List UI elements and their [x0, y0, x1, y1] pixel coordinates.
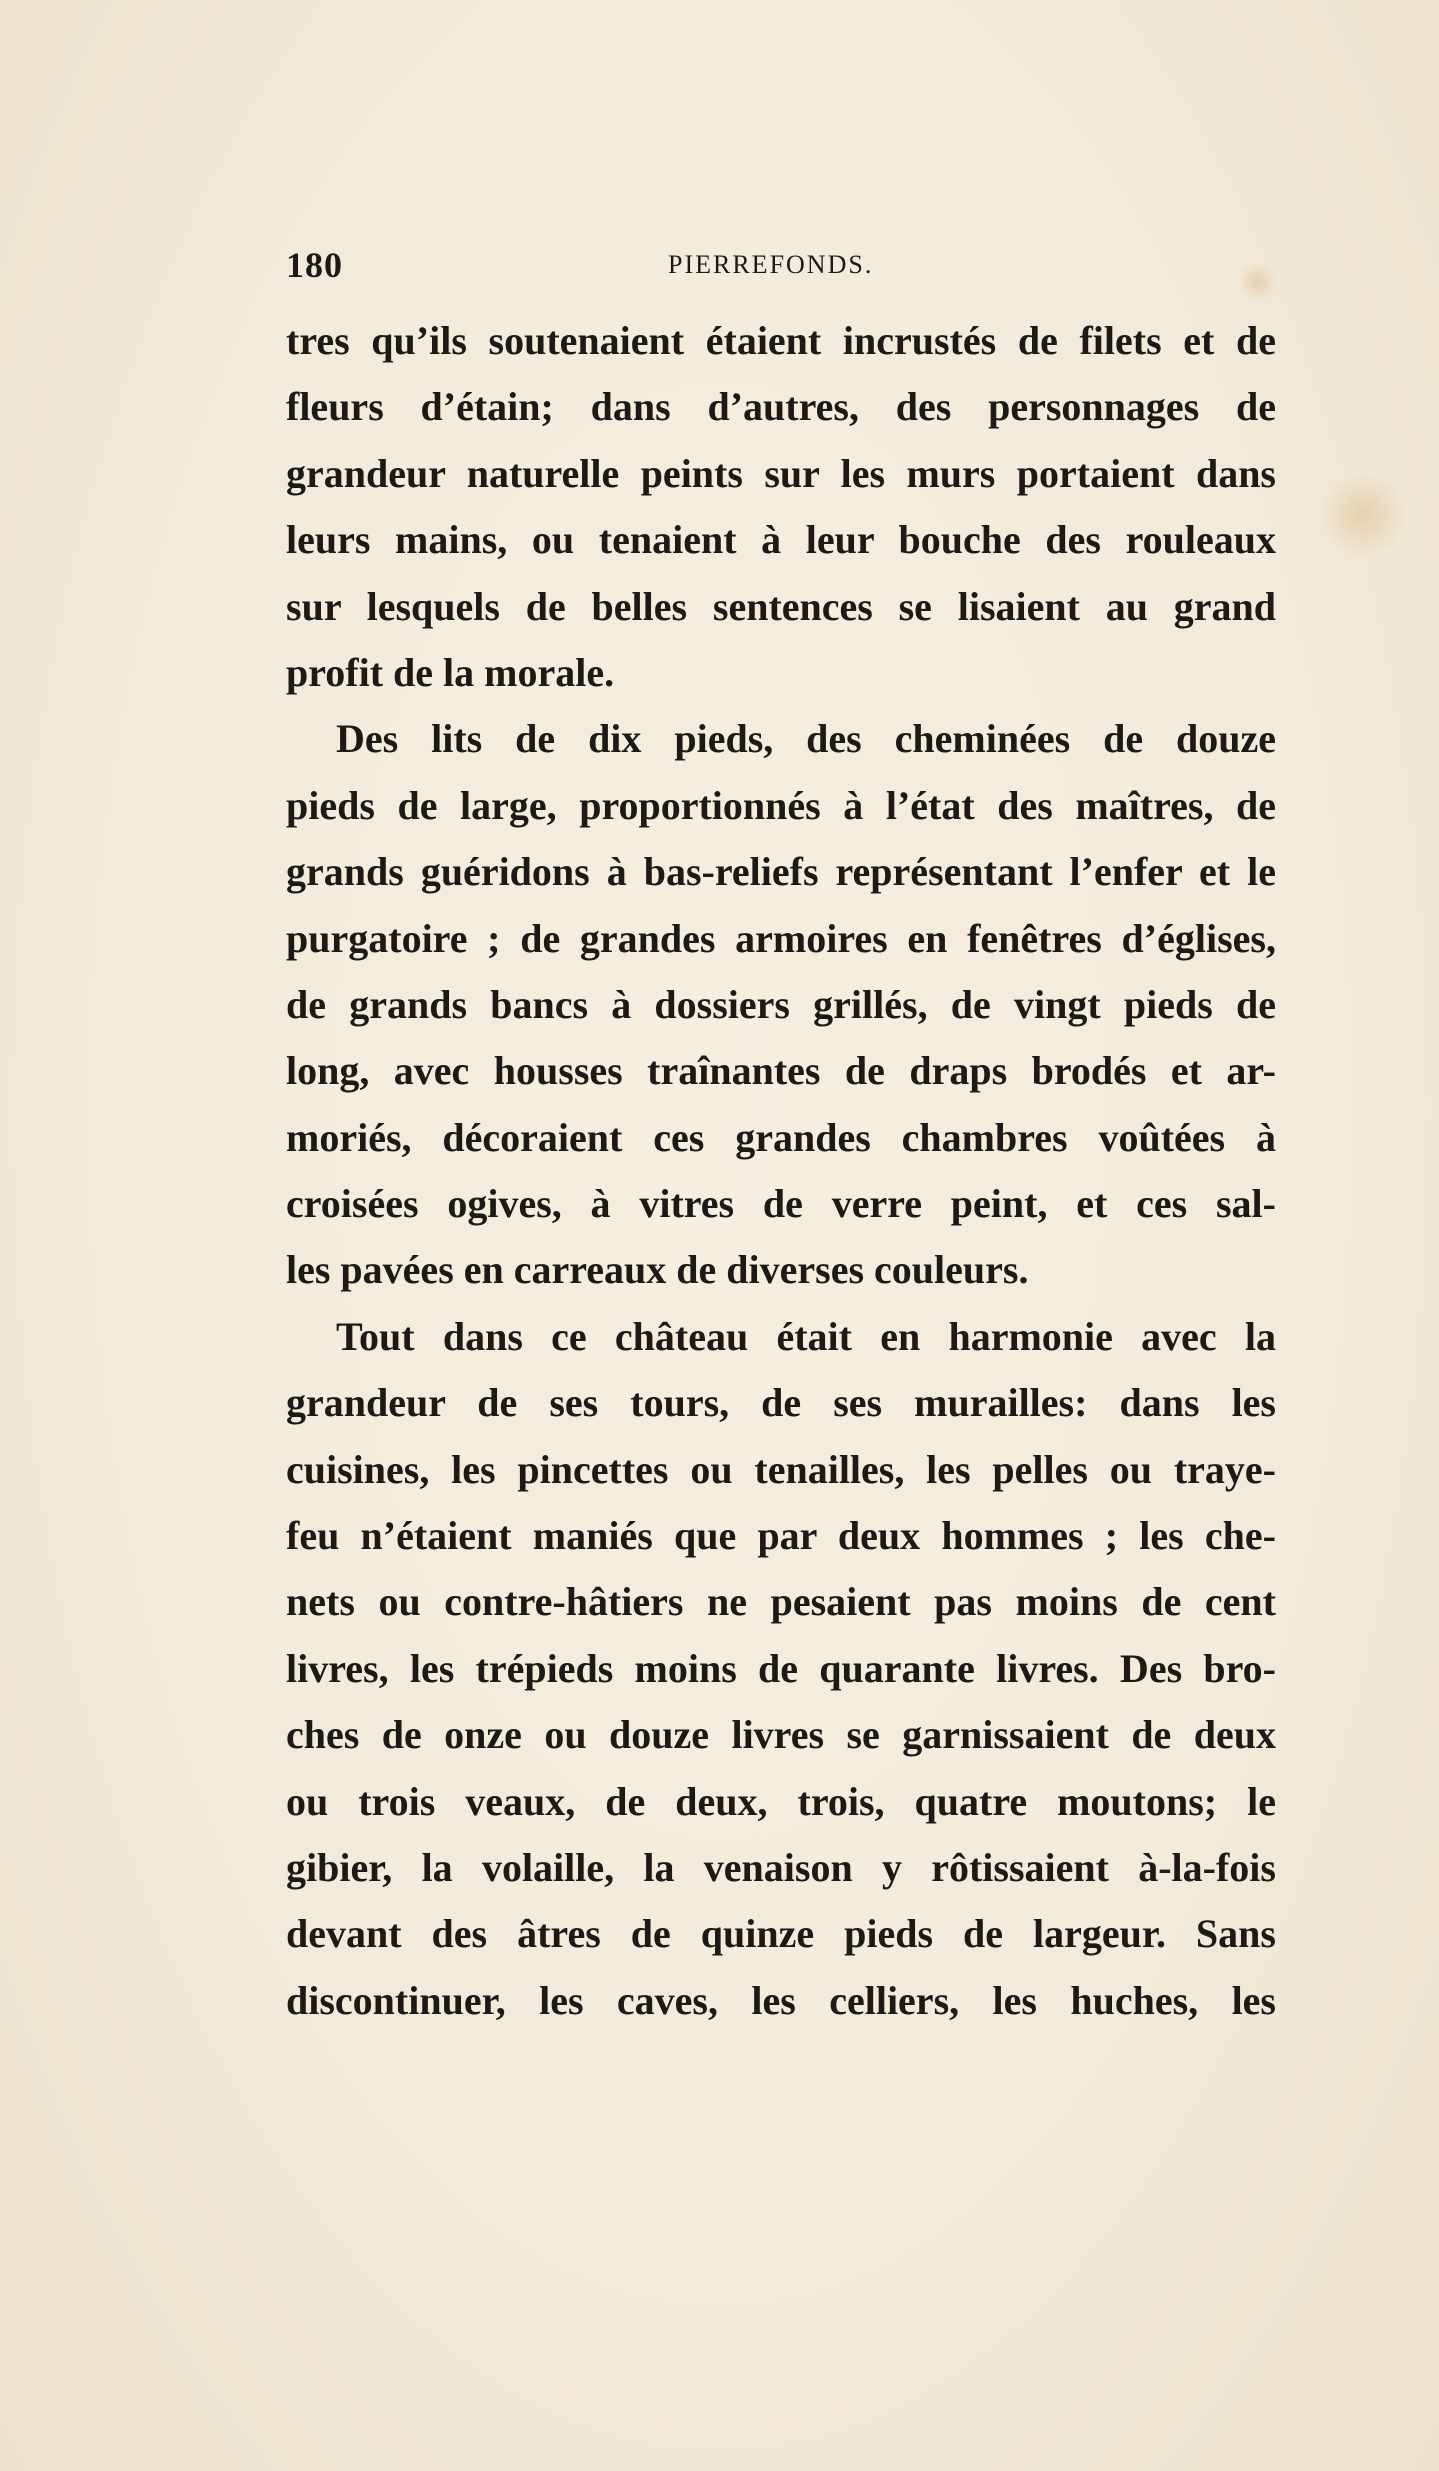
text-line: purgatoire ; de grandes armoires en fenêtres d’églises,	[286, 915, 1276, 961]
page-number: 180	[286, 245, 343, 285]
text-line: sur lesquels de belles sentences se lisaient au grand	[286, 583, 1276, 629]
text-line: tres qu’ils soutenaient étaient incrustés de filets et de	[286, 318, 1276, 363]
text-line: Tout dans ce château était en harmonie avec la	[336, 1313, 1276, 1359]
text-line: nets ou contre-hâtiers ne pesaient pas moins de cent	[286, 1579, 1276, 1625]
running-title: PIERREFONDS.	[668, 250, 874, 279]
text-line: grandeur naturelle peints sur les murs portaient dans	[286, 450, 1276, 496]
text-line: feu n’étaient maniés que par deux hommes ; les che-	[286, 1513, 1276, 1559]
text-line: discontinuer, les caves, les celliers, les huches, les	[286, 1977, 1276, 2023]
text-line: gibier, la volaille, la venaison y rôtissaient à-la-fois	[286, 1844, 1276, 1890]
text-line: grands guéridons à bas-reliefs représentant l’enfer et le	[286, 849, 1276, 895]
text-line: ou trois veaux, de deux, trois, quatre moutons; le	[286, 1778, 1276, 1824]
page-header	[286, 244, 1276, 292]
text-line: Des lits de dix pieds, des cheminées de douze	[336, 716, 1276, 762]
text-line: long, avec housses traînantes de draps brodés et ar-	[286, 1048, 1276, 1094]
text-line: de grands bancs à dossiers grillés, de vingt pieds de	[286, 981, 1276, 1027]
text-line: fleurs d’étain; dans d’autres, des personnages de	[286, 384, 1276, 430]
text-line: grandeur de ses tours, de ses murailles: dans les	[286, 1380, 1276, 1426]
text-line: devant des âtres de quinze pieds de largeur. Sans	[286, 1911, 1276, 1957]
text-line: moriés, décoraient ces grandes chambres voûtées à	[286, 1114, 1276, 1160]
text-line: livres, les trépieds moins de quarante livres. Des bro-	[286, 1645, 1276, 1691]
text-line: profit de la morale.	[286, 649, 615, 695]
text-line: leurs mains, ou tenaient à leur bouche des rouleaux	[286, 517, 1276, 563]
text-line: cuisines, les pincettes ou tenailles, les pelles ou traye-	[286, 1446, 1276, 1492]
text-line: croisées ogives, à vitres de verre peint, et ces sal-	[286, 1181, 1276, 1227]
text-line: ches de onze ou douze livres se garnissaient de deux	[286, 1712, 1276, 1758]
body-text	[286, 308, 1276, 2034]
paper-stain	[1318, 470, 1408, 560]
text-line: pieds de large, proportionnés à l’état des maîtres, de	[286, 782, 1276, 828]
text-line: les pavées en carreaux de diverses couleurs.	[286, 1247, 1029, 1293]
